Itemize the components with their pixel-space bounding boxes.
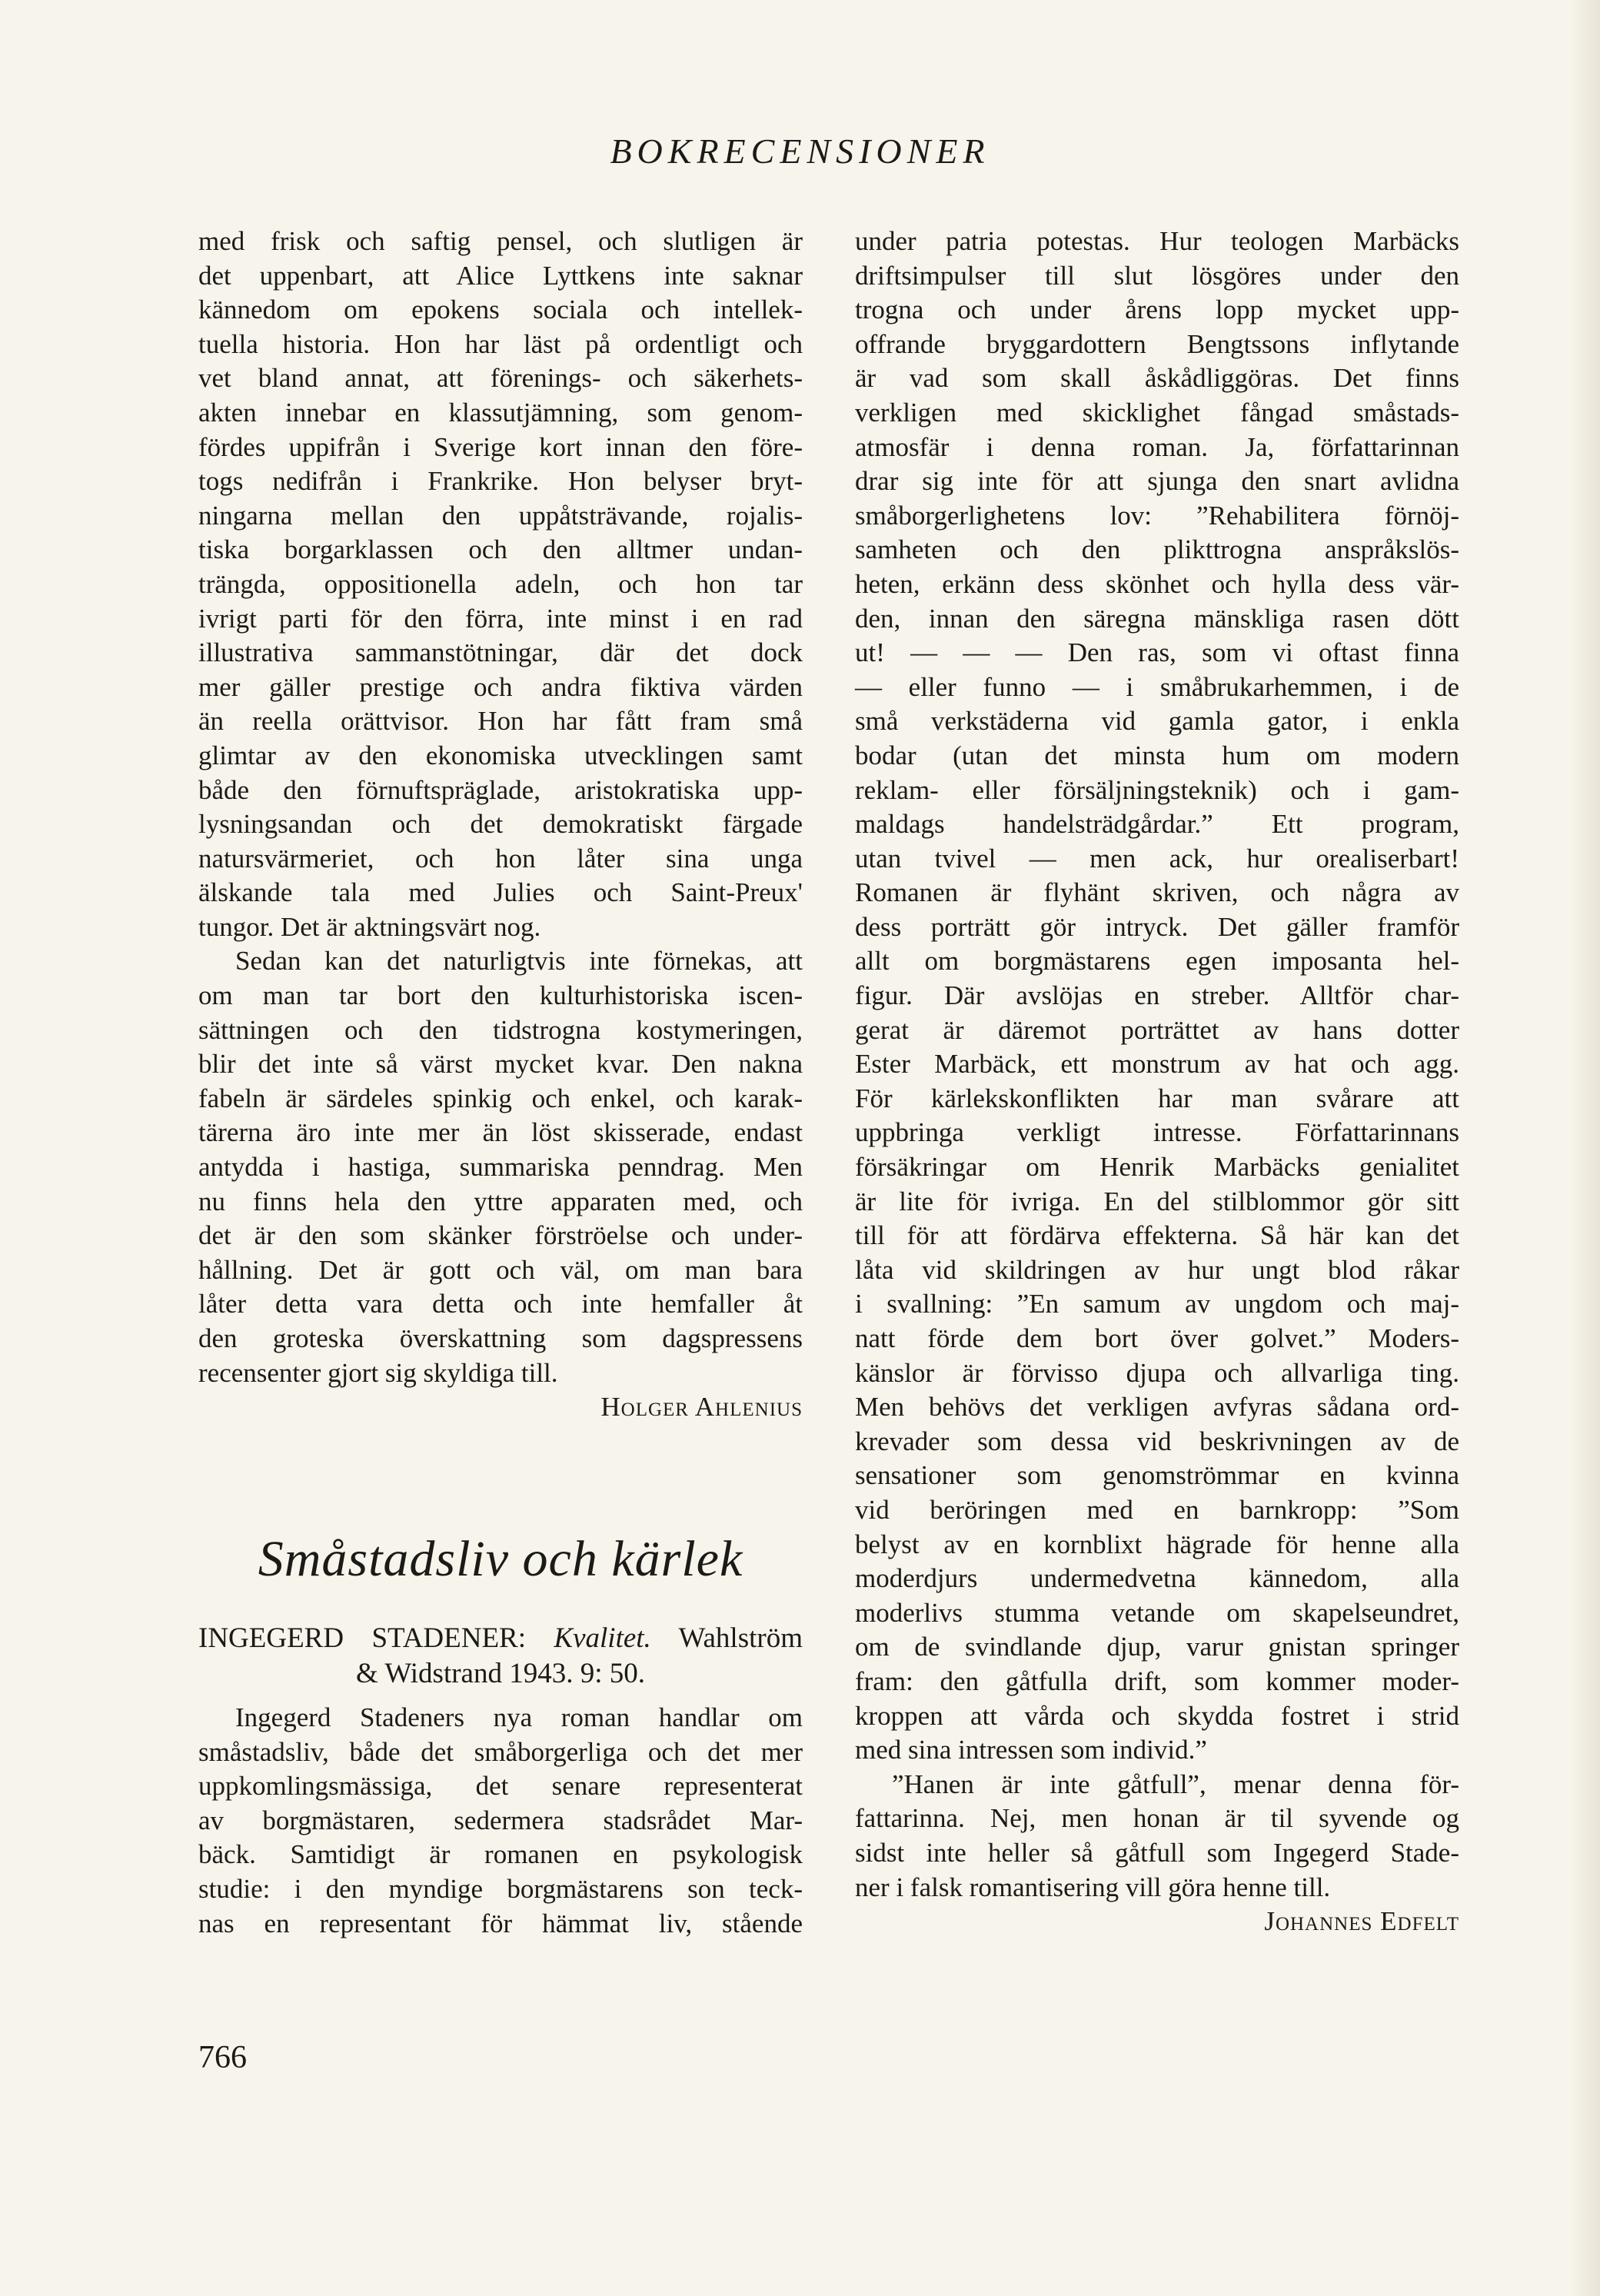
text-line: känslor är förvisso djupa och allvarliga ting. — [855, 1357, 1459, 1388]
text-line: togs nedifrån i Frankrike. Hon belyser bryt- — [198, 466, 803, 497]
text-line: låta vid skildringen av hur ungt blod råkar — [855, 1254, 1459, 1285]
text-line: fördes uppifrån i Sverige kort innan den före- — [198, 431, 803, 462]
text-line: är vad som skall åskådliggöras. Det finns — [855, 363, 1459, 394]
text-line: vid beröringen med en barnkropp: ”Som — [855, 1494, 1459, 1525]
text-line: sidst inte heller så gåtfull som Ingegerd Stade- — [855, 1837, 1459, 1868]
text-line: Men behövs det verkligen avfyras sådana ord- — [855, 1392, 1459, 1423]
text-line: dess porträtt gör intryck. Det gäller framför — [855, 911, 1459, 942]
text-line: fabeln är särdeles spinkig och enkel, och karak- — [198, 1083, 803, 1113]
text-line: utan tvivel — men ack, hur orealiserbart! — [855, 843, 1459, 873]
book-info — [198, 1621, 803, 1692]
text-line: sensationer som genomströmmar en kvinna — [855, 1460, 1459, 1491]
text-line: trogna och under årens lopp mycket upp- — [855, 294, 1459, 325]
text-line: mer gäller prestige och andra fiktiva värden — [198, 671, 803, 702]
text-line: den groteska överskattning som dagspressens — [198, 1323, 803, 1353]
text-line: om de svindlande djup, varur gnistan springer — [855, 1632, 1459, 1662]
text-line: Romanen är flyhänt skriven, och några av — [855, 877, 1459, 908]
text-line: lysningsandan och det demokratiskt färgade — [198, 809, 803, 840]
book-author: INGEGERD STADENER: — [198, 1622, 527, 1654]
text-line: Sedan kan det naturligtvis inte förnekas, att — [235, 946, 803, 977]
text-line: är lite för ivriga. En del stilblommor gör sitt — [855, 1186, 1459, 1216]
text-line: kännedom om epokens sociala och intellek- — [198, 294, 803, 325]
text-line: recensenter gjort sig skyldiga till. — [198, 1357, 558, 1388]
book-info-line-2: & Widstrand 1943. 9: 50. — [355, 1658, 646, 1689]
text-line: av borgmästaren, sedermera stadsrådet Mar- — [198, 1805, 803, 1835]
text-line: hållning. Det är gott och väl, om man bara — [198, 1254, 803, 1285]
text-line: i svallning: ”En samum av ungdom och maj- — [855, 1289, 1459, 1319]
text-line: ut! — — — Den ras, som vi oftast finna — [855, 637, 1459, 668]
text-line: figur. Där avslöjas en streber. Alltför char- — [855, 980, 1459, 1011]
book-publisher: Wahlström — [678, 1622, 803, 1654]
text-line: driftsimpulser till slut lösgöres under den — [855, 260, 1459, 291]
text-line: verkligen med skicklighet fångad småstads- — [855, 397, 1459, 428]
text-line: tuella historia. Hon har läst på ordentligt och — [198, 328, 803, 359]
text-line: antydda i hastiga, summariska penndrag. Men — [198, 1152, 803, 1183]
text-line: nu finns hela den yttre apparaten med, och — [198, 1186, 803, 1216]
text-line: till för att fördärva effekterna. Så här kan det — [855, 1220, 1459, 1251]
text-line: bäck. Samtidigt är romanen en psykologisk — [198, 1839, 803, 1870]
book-info-line-1 — [198, 1621, 803, 1656]
text-line: tiska borgarklassen och den alltmer undan- — [198, 534, 803, 565]
text-line: kroppen att vårda och skydda fostret i strid — [855, 1700, 1459, 1731]
text-line: atmosfär i denna roman. Ja, författarinnan — [855, 431, 1459, 462]
text-line: reklam- eller försäljningsteknik) och i gam- — [855, 774, 1459, 805]
text-line: offrande bryggardottern Bengtssons inflytande — [855, 328, 1459, 359]
text-line: tungor. Det är aktningsvärt nog. — [198, 911, 541, 942]
book-title: Kvalitet. — [554, 1622, 651, 1654]
text-line: vet bland annat, att förenings- och säkerhets- — [198, 363, 803, 394]
text-line: småstadsliv, både det småborgerliga och det mer — [198, 1736, 803, 1767]
text-line: uppbringa verkligt intresse. Författarinnans — [855, 1117, 1459, 1148]
review2-body — [198, 1701, 803, 1941]
reviewer-signature: Holger Ahlenius — [600, 1392, 803, 1423]
text-line: försäkringar om Henrik Marbäcks genialitet — [855, 1152, 1459, 1183]
text-line: ner i falsk romantisering vill göra henne till. — [855, 1872, 1331, 1902]
text-line: bodar (utan det minsta hum om modern — [855, 740, 1459, 770]
text-line: ”Hanen är inte gåtfull”, menar denna för- — [892, 1769, 1459, 1799]
page-number: 766 — [198, 2040, 247, 2075]
text-line: små verkstäderna vid gamla gator, i enkla — [855, 706, 1459, 737]
review-title: Småstadsliv och kärlek — [258, 1531, 743, 1587]
reviewer-signature: Johannes Edfelt — [1264, 1906, 1459, 1937]
text-line: Ester Marbäck, ett monstrum av hat och agg. — [855, 1049, 1459, 1080]
text-line: illustrativa sammanstötningar, där det dock — [198, 637, 803, 668]
text-line: natursvärmeriet, och hon låter sina unga — [198, 843, 803, 873]
text-line: blir det inte så värst mycket kvar. Den nakna — [198, 1049, 803, 1080]
text-line: moderlivs stumma vetande om skapelseundret, — [855, 1597, 1459, 1628]
left-column — [198, 225, 803, 1425]
text-line: allt om borgmästarens egen imposanta hel- — [855, 946, 1459, 977]
text-line: uppkomlingsmässiga, det senare representerat — [198, 1771, 803, 1802]
text-line: moderdjurs undermedvetna kännedom, alla — [855, 1563, 1459, 1594]
text-line: än reella orättvisor. Hon har fått fram små — [198, 706, 803, 737]
text-line: fattarinna. Nej, men honan är til syvende og — [855, 1803, 1459, 1834]
text-line: studie: i den myndige borgmästarens son teck- — [198, 1873, 803, 1904]
right-column — [855, 225, 1459, 1939]
text-line: glimtar av den ekonomiska utvecklingen samt — [198, 740, 803, 770]
text-line: natt förde dem bort över golvet.” Moders- — [855, 1323, 1459, 1353]
text-line: trängda, oppositionella adeln, och hon tar — [198, 568, 803, 599]
text-line: ivrigt parti för den förra, inte minst i en rad — [198, 603, 803, 634]
text-line: tärerna äro inte mer än löst skisserade, endast — [198, 1117, 803, 1148]
text-line: älskande tala med Julies och Saint-Preux' — [198, 877, 803, 908]
page-edge-shadow — [1569, 0, 1600, 2296]
text-line: Ingegerd Stadeners nya roman handlar om — [235, 1702, 803, 1732]
text-line: om man tar bort den kulturhistoriska iscen- — [198, 980, 803, 1011]
text-line: belyst av en kornblixt hägrade för henne alla — [855, 1529, 1459, 1559]
running-head: BOKRECENSIONER — [610, 131, 990, 171]
text-line: krevader som dessa vid beskrivningen av de — [855, 1426, 1459, 1456]
text-line: småborgerlighetens lov: ”Rehabilitera förnöj- — [855, 500, 1459, 531]
text-line: För kärlekskonflikten har man svårare att — [855, 1083, 1459, 1113]
text-line: både den förnuftspräglade, aristokratiska upp- — [198, 774, 803, 805]
text-line: fram: den gåtfulla drift, som kommer moder- — [855, 1665, 1459, 1696]
text-line: gerat är däremot porträttet av hans dotter — [855, 1014, 1459, 1045]
text-line: nas en representant för hämmat liv, stående — [198, 1908, 803, 1938]
text-line: akten innebar en klassutjämning, som genom- — [198, 397, 803, 428]
text-line: sättningen och den tidstrogna kostymeringen, — [198, 1014, 803, 1045]
text-line: låter detta vara detta och inte hemfaller åt — [198, 1289, 803, 1319]
text-line: heten, erkänn dess skönhet och hylla dess vär- — [855, 568, 1459, 599]
text-line: maldags handelsträdgårdar.” Ett program, — [855, 809, 1459, 840]
text-line: den, innan den säregna mänskliga rasen dött — [855, 603, 1459, 634]
text-line: under patria potestas. Hur teologen Marbäcks — [855, 226, 1459, 256]
text-line: drar sig inte för att sjunga den snart avlidna — [855, 466, 1459, 497]
text-line: ningarna mellan den uppåtsträvande, rojalis- — [198, 500, 803, 531]
text-line: med sina intressen som individ.” — [855, 1735, 1207, 1765]
text-line: samheten och den plikttrogna anspråkslös- — [855, 534, 1459, 565]
text-line: det är den som skänker förströelse och under- — [198, 1220, 803, 1251]
text-line: med frisk och saftig pensel, och slutligen är — [198, 226, 803, 256]
text-line: — eller funno — i småbrukarhemmen, i de — [855, 671, 1459, 702]
text-line: det uppenbart, att Alice Lyttkens inte saknar — [198, 260, 803, 291]
